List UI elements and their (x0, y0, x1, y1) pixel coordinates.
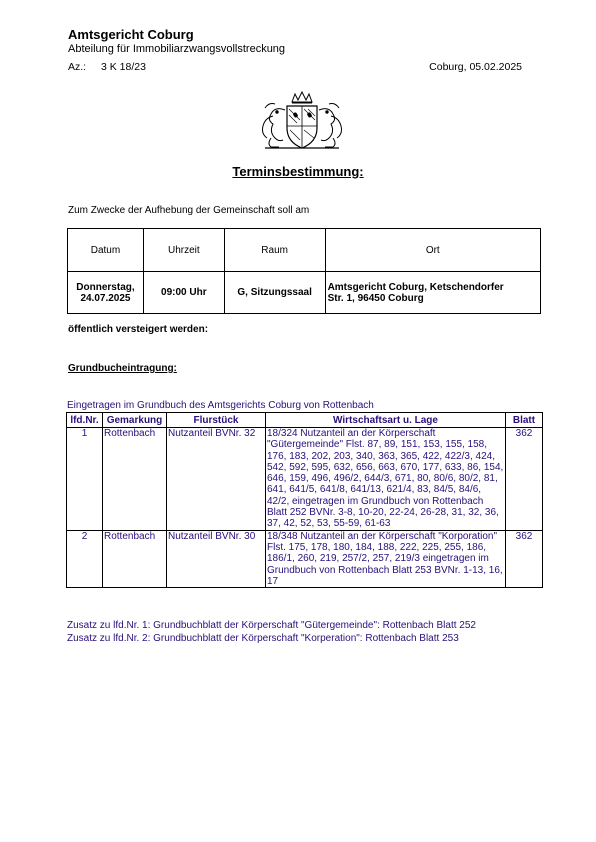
file-number: 3 K 18/23 (101, 61, 146, 73)
table-row (67, 428, 543, 531)
schedule-value-row (68, 272, 541, 314)
header-uhrzeit: Uhrzeit (143, 229, 224, 272)
intro-text: Zum Zwecke der Aufhebung der Gemeinschaft soll am (68, 205, 310, 216)
column-flurstueck: Flurstück (167, 413, 266, 428)
row-lage: 18/348 Nutzanteil an der Körperschaft "Korporation" Flst. 175, 178, 180, 184, 188, 222, 225, 255, 186, 186/1, 260, 219, 257/2, 257, 219/3 eingetragen im Grundbuch von Rottenbach Blatt 253 BVNr. 1-13, 16, 17 (266, 530, 506, 587)
row-nr: 2 (67, 530, 103, 587)
register-intro: Eingetragen im Grundbuch des Amtsgerichts Coburg von Rottenbach (67, 400, 374, 411)
appointment-day: 24.07.2025 (80, 292, 131, 304)
schedule-header-row (68, 229, 541, 272)
row-blatt: 362 (506, 530, 543, 587)
note-2: Zusatz zu lfd.Nr. 2: Grundbuchblatt der Körperschaft "Korperation": Rottenbach Blatt 253 (67, 633, 459, 644)
place-date: Coburg, 05.02.2025 (429, 61, 522, 73)
header-datum: Datum (68, 229, 144, 272)
lion-supporter-left-icon (263, 104, 286, 148)
auction-text: öffentlich versteigert werden: (68, 324, 209, 335)
lion-supporter-right-icon (319, 104, 342, 148)
register-table (66, 412, 543, 588)
crown-icon (292, 92, 312, 103)
appointment-room: G, Sitzungssaal (224, 272, 325, 314)
document-title: Terminsbestimmung: (232, 164, 364, 179)
row-gemarkung: Rottenbach (103, 428, 167, 531)
header-ort: Ort (325, 229, 540, 272)
row-flurstueck: Nutzanteil BVNr. 30 (167, 530, 266, 587)
court-name: Amtsgericht Coburg (68, 27, 194, 42)
column-gemarkung: Gemarkung (103, 413, 167, 428)
appointment-weekday: Donnerstag, (76, 281, 135, 293)
schedule-table (67, 228, 541, 314)
row-lage: 18/324 Nutzanteil an der Körperschaft "Gütergemeinde" Flst. 87, 89, 151, 153, 155, 158, 176, 183, 202, 203, 340, 363, 365, 422, 422/3, 424, 542, 592, 595, 632, 656, 663, 670, 177, 633, 86, 154, 646, 159, 496, 496/2, 644/3, 671, 80, 80/6, 80/2, 81, 641, 641/5, 641/8, 641/13, 621/4, 83, 84/5, 84/6, 42/2, eingetragen im Grundbuch von Rottenbach Blatt 252 BVNr. 3-8, 10-20, 22-24, 26-28, 31, 32, 36, 37, 42, 52, 53, 55-59, 61-63 (266, 428, 506, 531)
header-raum: Raum (224, 229, 325, 272)
row-blatt: 362 (506, 428, 543, 531)
row-nr: 1 (67, 428, 103, 531)
register-header-row (67, 413, 543, 428)
appointment-location (325, 272, 540, 314)
file-number-label: Az.: (68, 61, 87, 73)
court-department: Abteilung für Immobiliarzwangsvollstreckung (68, 43, 286, 55)
appointment-location-line1: Amtsgericht Coburg, Ketschendorfer (327, 281, 504, 293)
note-1: Zusatz zu lfd.Nr. 1: Grundbuchblatt der Körperschaft "Gütergemeinde": Rottenbach Blatt 252 (67, 620, 476, 631)
column-lage: Wirtschaftsart u. Lage (266, 413, 506, 428)
appointment-date (68, 272, 144, 314)
appointment-time: 09:00 Uhr (143, 272, 224, 314)
column-blatt: Blatt (506, 413, 543, 428)
row-gemarkung: Rottenbach (103, 530, 167, 587)
row-flurstueck: Nutzanteil BVNr. 32 (167, 428, 266, 531)
table-row (67, 530, 543, 587)
land-register-heading: Grundbucheintragung: (68, 363, 177, 374)
column-lfd-nr: lfd.Nr. (67, 413, 103, 428)
coat-of-arms-icon (257, 90, 347, 150)
appointment-location-line2: Str. 1, 96450 Coburg (327, 292, 424, 304)
